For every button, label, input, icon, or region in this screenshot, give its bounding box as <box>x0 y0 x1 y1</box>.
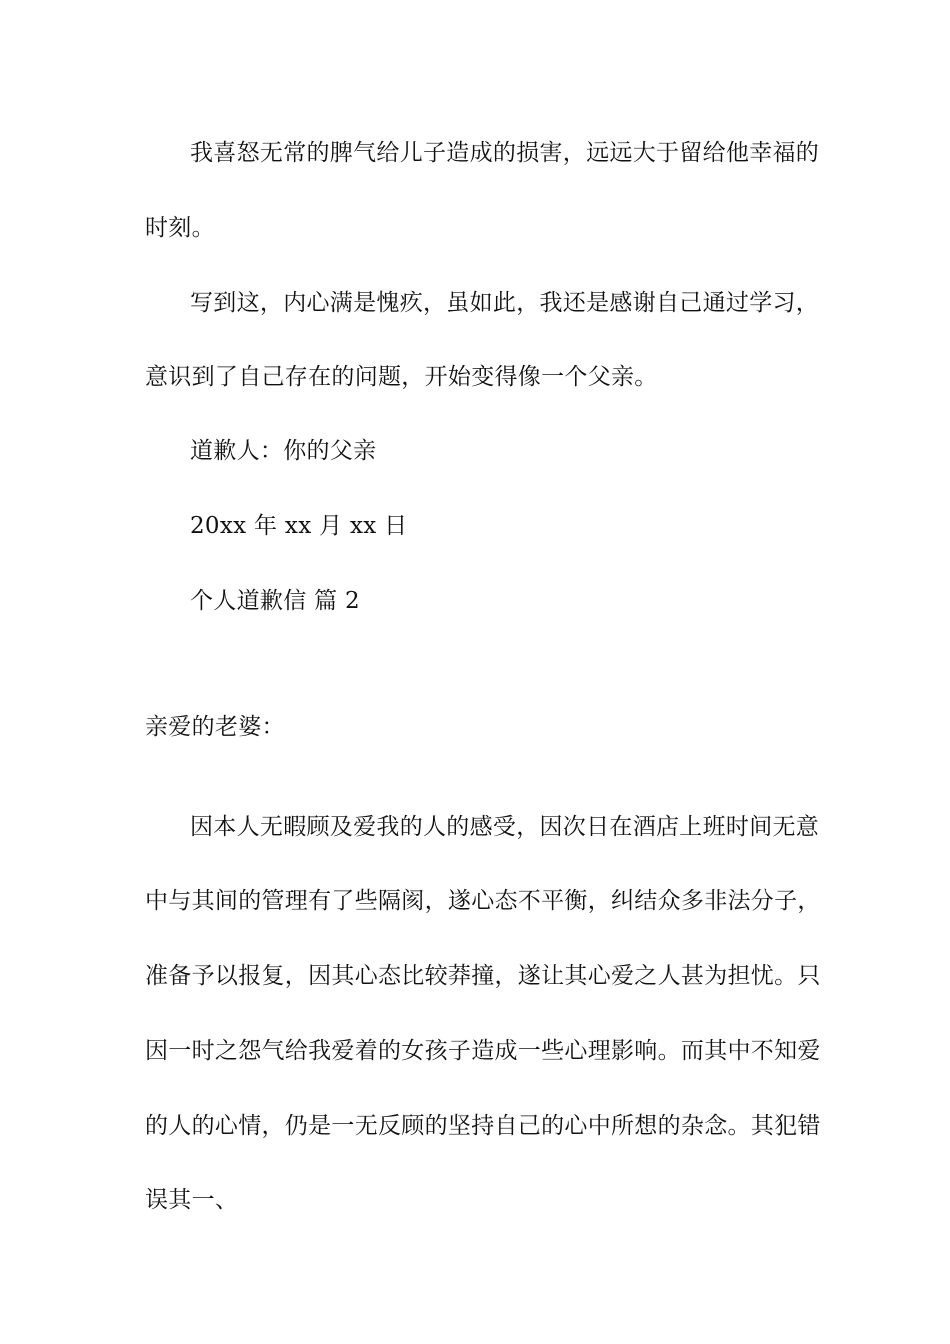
paragraph-line: 误其一、 <box>145 1187 239 1213</box>
paragraph-line: 写到这，内心满是愧疚，虽如此，我还是感谢自己通过学习， <box>190 290 820 316</box>
section-heading: 个人道歉信 篇 2 <box>190 588 360 614</box>
paragraph-line: 准备予以报复，因其心态比较莽撞，遂让其心爱之人甚为担忧。只 <box>145 963 821 989</box>
paragraph-line: 我喜怒无常的脾气给儿子造成的损害，远远大于留给他幸福的 <box>190 140 820 166</box>
salutation: 亲爱的老婆： <box>145 714 285 740</box>
paragraph-line: 的人的心情，仍是一无反顾的坚持自己的心中所想的杂念。其犯错 <box>145 1113 821 1139</box>
paragraph-line: 中与其间的管理有了些隔阂，遂心态不平衡，纠结众多非法分子， <box>145 888 821 914</box>
date-line: 20xx 年 xx 月 xx 日 <box>190 513 408 539</box>
paragraph-line: 因本人无暇顾及爱我的人的感受，因次日在酒店上班时间无意 <box>190 814 820 840</box>
paragraph-line: 时刻。 <box>145 215 215 241</box>
paragraph-line: 因一时之怨气给我爱着的女孩子造成一些心理影响。而其中不知爱 <box>145 1038 821 1064</box>
paragraph-line: 意识到了自己存在的问题，开始变得像一个父亲。 <box>145 364 658 390</box>
signature-line: 道歉人：你的父亲 <box>190 438 377 464</box>
